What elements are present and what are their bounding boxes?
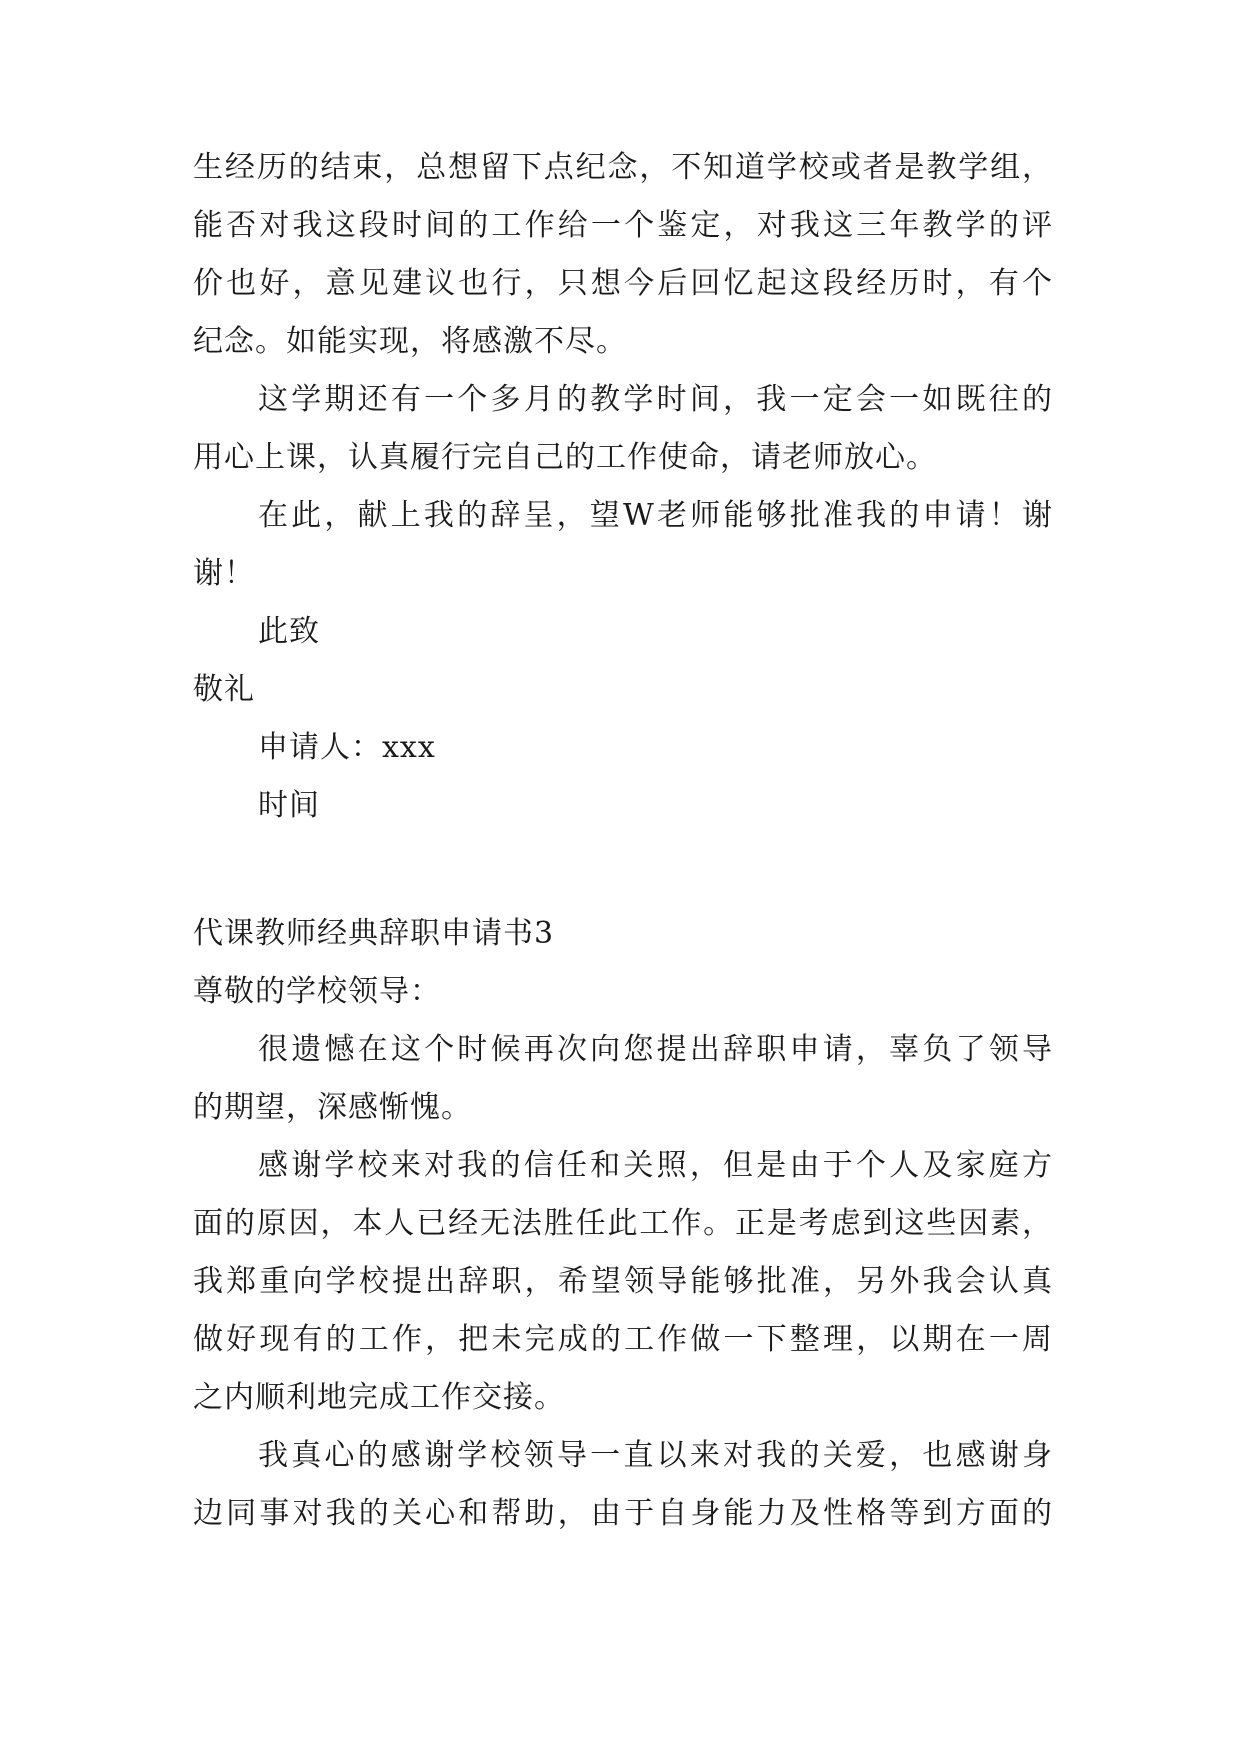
paragraph-line: 价也好，意见建议也行，只想今后回忆起这段经历时，有个 — [193, 266, 1053, 301]
paragraph-line: 做好现有的工作，把未完成的工作做一下整理，以期在一周 — [193, 1322, 1053, 1357]
paragraph-line: 用心上课，认真履行完自己的工作使命，请老师放心。 — [193, 440, 937, 475]
section-title: 代课教师经典辞职申请书3 — [193, 916, 555, 951]
applicant-line: 申请人：xxx — [258, 730, 436, 765]
paragraph-line: 的期望，深感惭愧。 — [193, 1090, 472, 1125]
paragraph-line: 很遗憾在这个时候再次向您提出辞职申请，辜负了领导 — [258, 1032, 1053, 1067]
paragraph-line: 我郑重向学校提出辞职，希望领导能够批准，另外我会认真 — [193, 1264, 1053, 1299]
paragraph-line: 边同事对我的关心和帮助，由于自身能力及性格等到方面的 — [193, 1496, 1053, 1531]
paragraph-line: 面的原因，本人已经无法胜任此工作。正是考虑到这些因素， — [193, 1206, 1053, 1241]
paragraph-line: 这学期还有一个多月的教学时间，我一定会一如既往的 — [258, 382, 1053, 417]
paragraph-line: 在此，献上我的辞呈，望W老师能够批准我的申请！谢 — [258, 498, 1053, 533]
paragraph-line: 之内顺利地完成工作交接。 — [193, 1380, 565, 1415]
date-line: 时间 — [258, 788, 320, 823]
closing-regards: 敬礼 — [193, 672, 255, 707]
paragraph-line: 我真心的感谢学校领导一直以来对我的关爱，也感谢身 — [258, 1438, 1053, 1473]
paragraph-line: 纪念。如能实现，将感激不尽。 — [193, 324, 627, 359]
paragraph-line: 感谢学校来对我的信任和关照，但是由于个人及家庭方 — [258, 1148, 1053, 1183]
salutation: 尊敬的学校领导： — [193, 974, 441, 1009]
paragraph-line: 生经历的结束，总想留下点纪念，不知道学校或者是教学组， — [193, 150, 1053, 185]
closing-phrase: 此致 — [258, 614, 320, 649]
paragraph-line: 谢！ — [193, 556, 255, 591]
paragraph-line: 能否对我这段时间的工作给一个鉴定，对我这三年教学的评 — [193, 208, 1053, 243]
